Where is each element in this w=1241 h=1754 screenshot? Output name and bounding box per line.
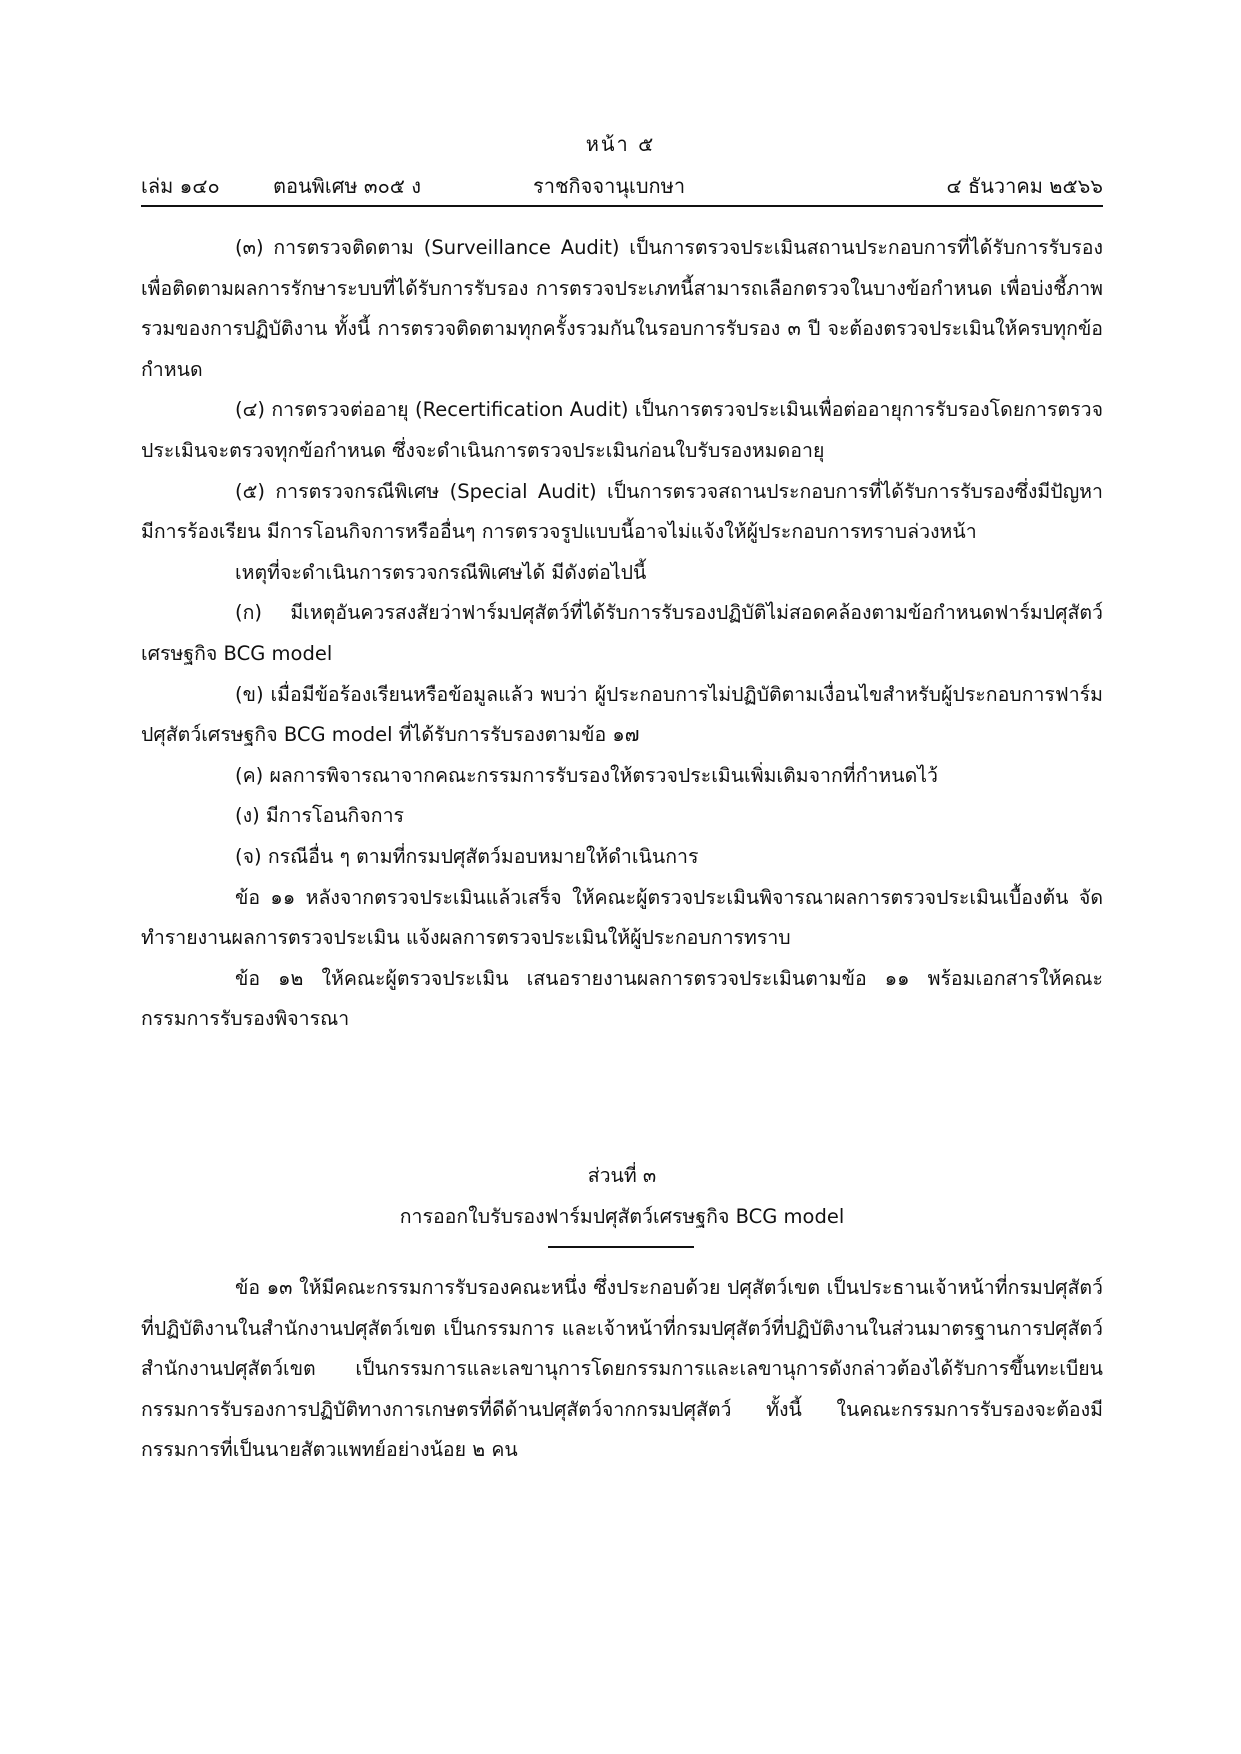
section-title: การออกใบรับรองฟาร์มปศุสัตว์เศรษฐกิจ BCG model <box>399 1204 845 1228</box>
paragraph-reason-a: (ก) มีเหตุอันควรสงสัยว่าฟาร์มปศุสัตว์ที่ได้รับการรับรองปฏิบัติไม่สอดคล้องตามข้อกำหนดฟาร์มปศุสัตว์เศรษฐกิจ BCG model <box>141 601 1103 665</box>
paragraph-reason-c: (ค) ผลการพิจารณาจากคณะกรรมการรับรองให้ตรวจประเมินเพิ่มเติมจากที่กำหนดไว้ <box>235 763 939 787</box>
volume-number: เล่ม ๑๔๐ <box>141 174 220 198</box>
paragraph-reason-d: (ง) มีการโอนกิจการ <box>235 804 404 828</box>
section-divider <box>548 1246 694 1248</box>
paragraph-special-audit-reasons: เหตุที่จะดำเนินการตรวจกรณีพิเศษได้ มีดังต่อไปนี้ <box>235 560 647 584</box>
paragraph-clause-11: ข้อ ๑๑ หลังจากตรวจประเมินแล้วเสร็จ ให้คณะผู้ตรวจประเมินพิจารณาผลการตรวจประเมินเบื้องต้น จัดทำรายงานผลการตรวจประเมิน แจ้งผลการตรวจประเมินให้ผู้ประกอบการทราบ <box>141 885 1103 950</box>
paragraph-recertification-audit: (๔) การตรวจต่ออายุ (Recertification Audit) เป็นการตรวจประเมินเพื่อต่ออายุการรับรองโดยการตรวจประเมินจะตรวจทุกข้อกำหนด ซึ่งจะดำเนินการตรวจประเมินก่อนใบรับรองหมดอายุ <box>141 398 1103 462</box>
section-body <box>141 1268 1103 1471</box>
publication-date: ๔ ธันวาคม ๒๕๖๖ <box>946 174 1103 198</box>
page-number: หน้า ๕ <box>585 132 656 156</box>
header-divider <box>141 205 1103 207</box>
paragraph-reason-e: (จ) กรณีอื่น ๆ ตามที่กรมปศุสัตว์มอบหมายให้ดำเนินการ <box>235 844 699 868</box>
section-heading-block <box>141 1156 1103 1237</box>
paragraph-surveillance-audit: (๓) การตรวจติดตาม (Surveillance Audit) เป็นการตรวจประเมินสถานประกอบการที่ได้รับการรับรอง เพื่อติดตามผลการรักษาระบบที่ได้รับการรับรอง การตรวจประเภทนี้สามารถเลือกตรวจในบางข้อกำหนด เพื่อบ่งชี้ภาพรวมของการปฏิบัติงาน ทั้งนี้ การตรวจติดตามทุกครั้งรวมกันในรอบการรับรอง ๓ ปี จะต้องตรวจประเมินให้ครบทุกข้อกำหนด <box>141 236 1103 381</box>
section-number: ส่วนที่ ๓ <box>587 1164 657 1187</box>
gazette-header <box>141 170 1103 202</box>
gazette-title: ราชกิจจานุเบกษา <box>533 174 686 198</box>
document-body <box>141 228 1103 1040</box>
paragraph-clause-12: ข้อ ๑๒ ให้คณะผู้ตรวจประเมิน เสนอรายงานผลการตรวจประเมินตามข้อ ๑๑ พร้อมเอกสารให้คณะกรรมการรับรองพิจารณา <box>141 966 1103 1031</box>
paragraph-reason-b: (ข) เมื่อมีข้อร้องเรียนหรือข้อมูลแล้ว พบว่า ผู้ประกอบการไม่ปฏิบัติตามเงื่อนไขสำหรับผู้ประกอบการฟาร์มปศุสัตว์เศรษฐกิจ BCG model ที่ได้รับการรับรองตามข้อ ๑๗ <box>141 682 1103 747</box>
paragraph-special-audit: (๕) การตรวจกรณีพิเศษ (Special Audit) เป็นการตรวจสถานประกอบการที่ได้รับการรับรองซึ่งมีปัญหา มีการร้องเรียน มีการโอนกิจการหรืออื่นๆ การตรวจรูปแบบนี้อาจไม่แจ้งให้ผู้ประกอบการทราบล่วงหน้า <box>141 479 1103 544</box>
paragraph-clause-13: ข้อ ๑๓ ให้มีคณะกรรมการรับรองคณะหนึ่ง ซึ่งประกอบด้วย ปศุสัตว์เขต เป็นประธานเจ้าหน้าที่กรมปศุสัตว์ที่ปฏิบัติงานในสำนักงานปศุสัตว์เขต เป็นกรรมการ และเจ้าหน้าที่กรมปศุสัตว์ที่ปฏิบัติงานในส่วนมาตรฐานการปศุสัตว์ สำนักงานปศุสัตว์เขต เป็นกรรมการและเลขานุการโดยกรรมการและเลขานุการดังกล่าวต้องได้รับการขึ้นทะเบียนกรรมการรับรองการปฏิบัติทางการเกษตรที่ดีด้านปศุสัตว์จากกรมปศุสัตว์ ทั้งนี้ ในคณะกรรมการรับรองจะต้องมีกรรมการที่เป็นนายสัตวแพทย์อย่างน้อย ๒ คน <box>141 1276 1103 1462</box>
issue-number: ตอนพิเศษ ๓๐๕ ง <box>273 174 422 198</box>
